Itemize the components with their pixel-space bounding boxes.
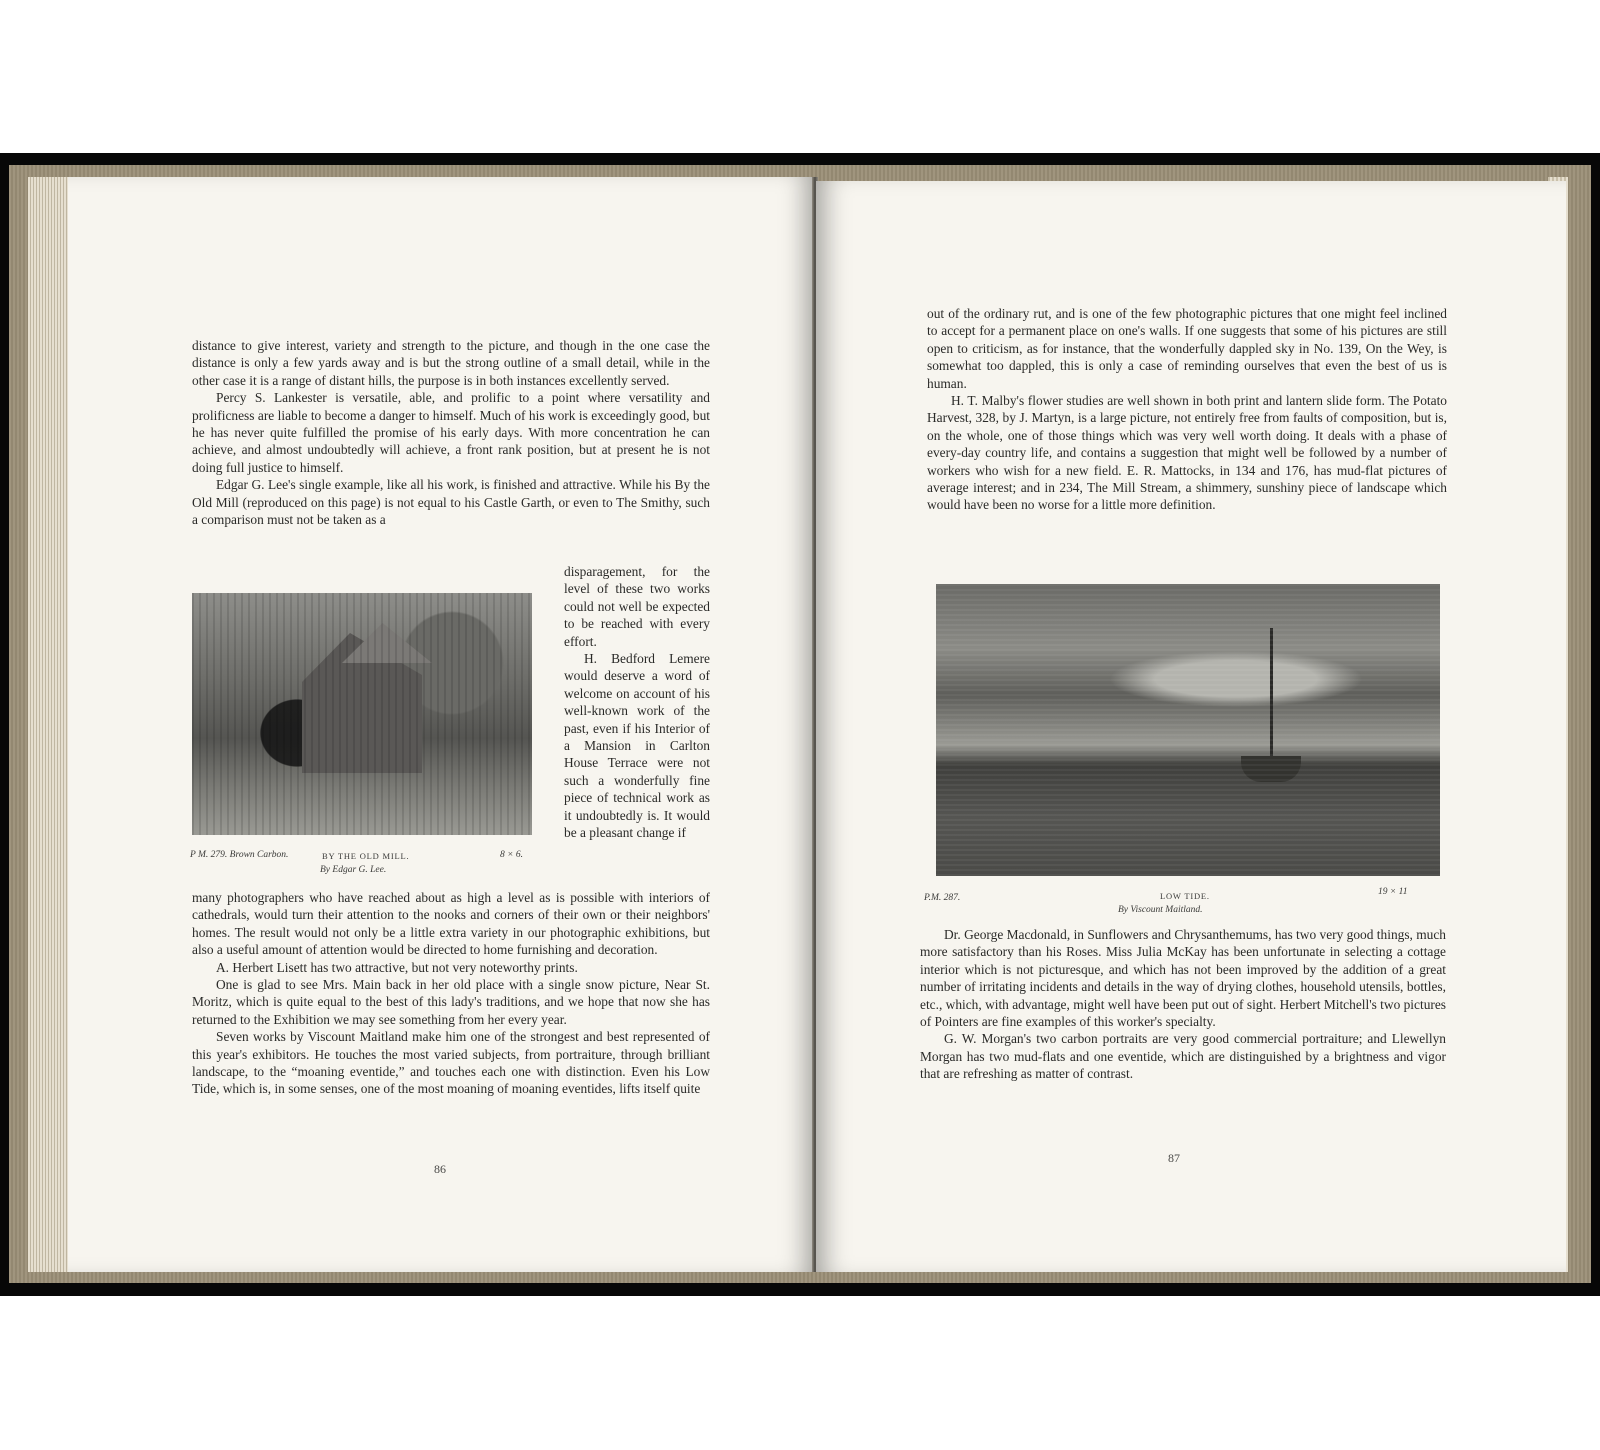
figure-ref: P.M. 287. [924,893,961,903]
figure-author: By Edgar G. Lee. [320,865,387,875]
left-wrap-text [564,563,710,842]
page-edges-left [28,177,68,1272]
figure-title: BY THE OLD MILL. [322,851,410,861]
paragraph: H. Bedford Lemere would deserve a word of welcome on account of his well-known work of the past, even if his Interior of a Mansion in Carlton House Terrace were not such a wonderfully fine piece of technical work as it undoubtedly is. It would be a pleasant change if [564,651,710,841]
paragraph: G. W. Morgan's two carbon portraits are very good commercial portraiture; and Llewellyn Morgan has two mud-flats and one eventide, which are distinguished by a brightness and vigor that are refreshing as matter of contrast. [920,1031,1446,1082]
paragraph: distance to give interest, variety and strength to the picture, and though in the one case the distance is only a few yards away and is but the strong outline of a small detail, while in the other case it is a range of distant hills, the purpose is in both instances excellently served. [192,338,710,388]
left-bottom-text [192,889,710,1098]
paragraph: Dr. George Macdonald, in Sunflowers and Chrysanthemums, has two very good things, much more satisfactory than his Roses. Miss Julia McKay has been unfortunate in selecting a cottage interior which is not picturesque, and which has not been improved by the addition of a great number of irritating incidents and details in the way of drying clothes, household utensils, bottles, etc., which, with advantage, might well have been put out of sight. Herbert Mitchell's two pictures of Pointers are fine examples of this worker's specialty. [920,927,1447,1030]
left-top-text [192,337,710,528]
paragraph: many photographers who have reached about as high a level as is possible with interiors of cathedrals, would turn their attention to the nooks and corners of their own or their neighbors' homes. The result would not only be a little extra variety in our photographic exhibitions, but also a useful amount of attention would be directed to home furnishing and decoration. [192,890,710,958]
figure-author: By Viscount Maitland. [1118,905,1203,915]
paragraph: Edgar G. Lee's single example, like all his work, is finished and attractive. While his By the Old Mill (reproduced on this page) is not equal to his Castle Garth, or even to The Smithy, such a comparison must not be taken as a [192,477,710,528]
figure-size: 8 × 6. [500,850,524,860]
paragraph: disparagement, for the level of these two works could not well be expected to be reached with every effort. [564,564,710,649]
paragraph: Seven works by Viscount Maitland make him one of the strongest and best represented of this year's exhibitors. He touches the most varied subjects, from portraiture, through brilliant landscape, to the “moaning eventide,” and touches each one with distinction. Even his Low Tide, which is, in some senses, one of the most moaning of moaning eventides, lifts itself quite [192,1029,710,1097]
photo-by-the-old-mill [192,593,532,835]
page-number: 87 [1168,1151,1180,1165]
figure-title: LOW TIDE. [1160,891,1210,901]
right-top-text [927,305,1447,514]
photo-low-tide [936,584,1440,876]
page-number: 86 [434,1162,446,1176]
paragraph: Percy S. Lankester is versatile, able, and prolific to a point where versatility and prolificness are liable to become a danger to himself. Much of his work is exceedingly good, but he has never quite fulfilled the promise of his early days. With more concentration he can achieve, and almost undoubtedly will achieve, a front rank position, but at present he is not doing full justice to himself. [192,390,710,475]
paragraph: A. Herbert Lisett has two attractive, but not very noteworthy prints. [216,959,578,975]
right-page [816,181,1566,1272]
figure-size: 19 × 11 [1378,887,1408,897]
figure-ref: P M. 279. Brown Carbon. [190,850,289,860]
right-bottom-text [920,926,1446,1083]
left-page [68,177,814,1272]
paragraph: out of the ordinary rut, and is one of the few photographic pictures that one might feel inclined to accept for a permanent place on one's walls. If one suggests that some of his pictures are still open to criticism, as for instance, that the wonderfully dappled sky in No. 139, On the Wey, is somewhat too dappled, this is only a case of reminding ourselves that even the best of us is human. [927,306,1447,391]
paragraph: H. T. Malby's flower studies are well shown in both print and lantern slide form. The Potato Harvest, 328, by J. Martyn, is a large picture, not entirely free from faults of composition, but is, on the whole, one of those things which was very well worth doing. It deals with a phase of every-day country life, and contains a suggestion that might well be followed by a number of workers who wish for a new field. E. R. Mattocks, in 134 and 176, has mud-flat pictures of average interest; and in 234, The Mill Stream, a shimmery, sunshiny piece of landscape which would have been no worse for a little more definition. [927,393,1447,513]
open-book [0,153,1600,1296]
paragraph: One is glad to see Mrs. Main back in her old place with a single snow picture, Near St. Moritz, which is quite equal to the best of this lady's traditions, and we hope that now she has returned to the Exhibition we may see something from her every year. [192,977,710,1027]
